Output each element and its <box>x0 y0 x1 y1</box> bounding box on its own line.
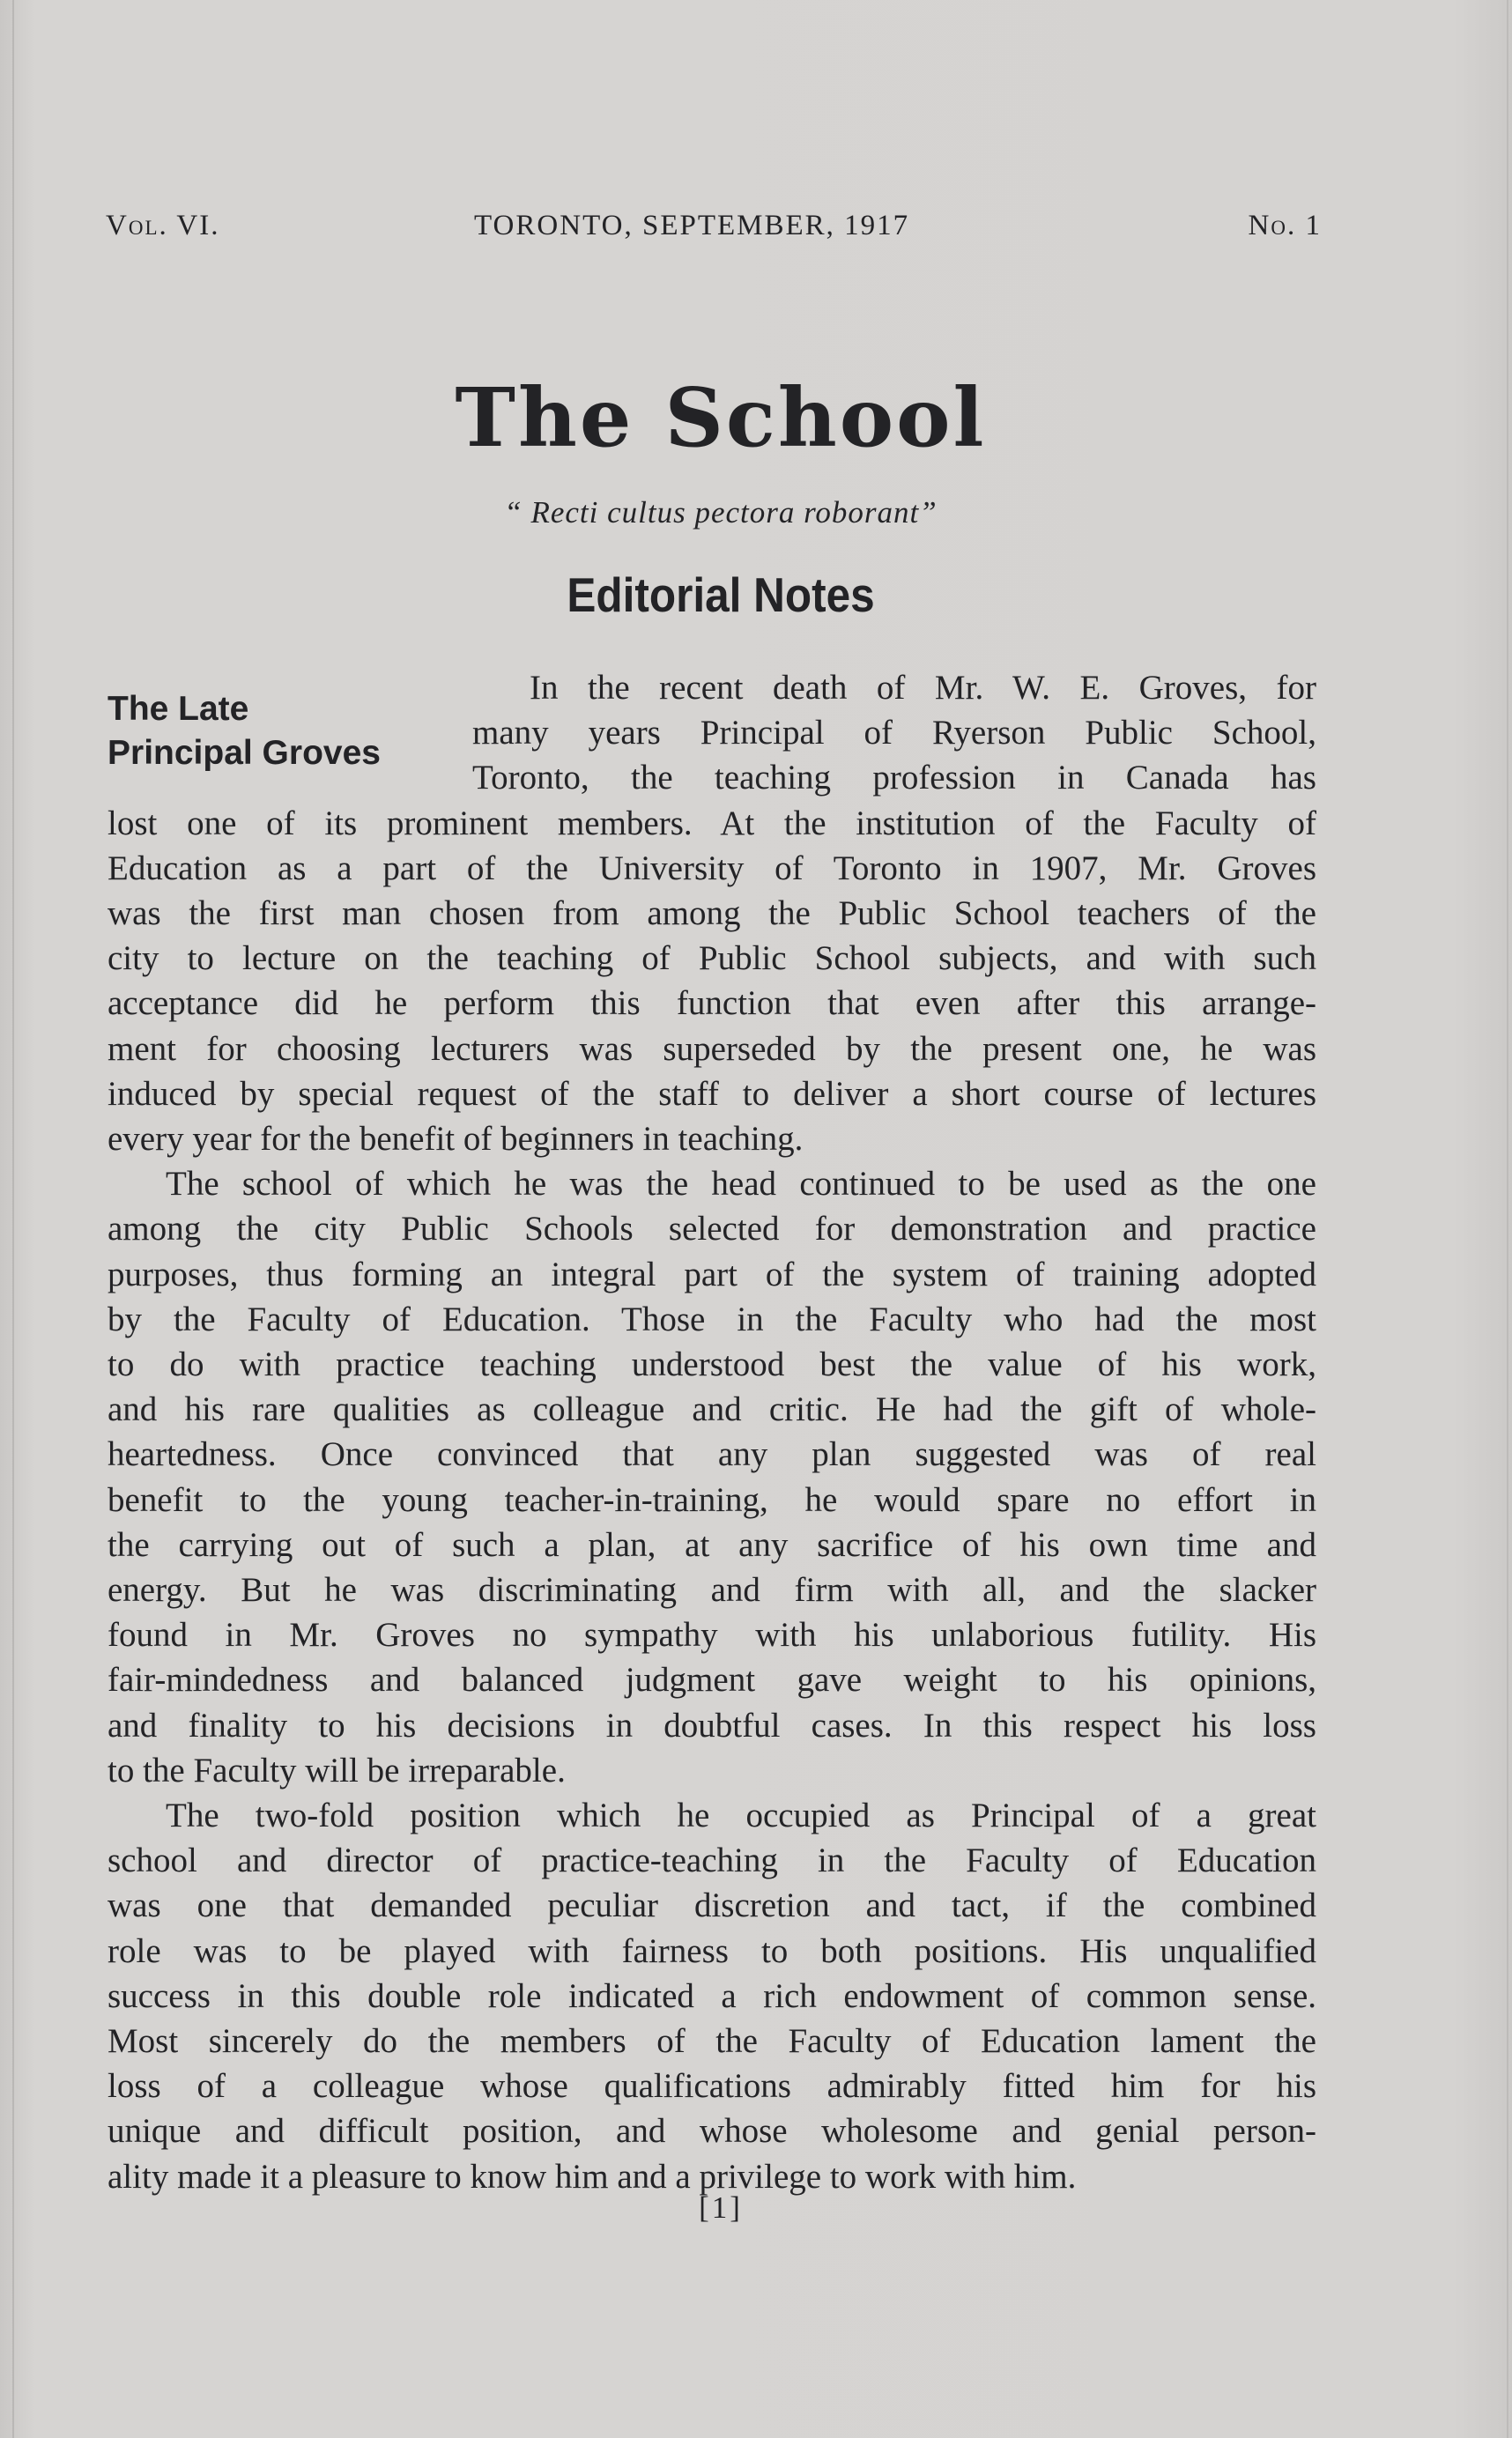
article-sidehead <box>107 687 442 775</box>
body-line: city to lecture on the teaching of Public School subjects, and with such <box>107 939 1316 977</box>
body-line: The two-fold position which he occupied as Principal of a great <box>166 1797 1316 1834</box>
body-line: acceptance did he perform this function that even after this arrange- <box>107 984 1316 1022</box>
section-title: Editorial Notes <box>567 567 875 622</box>
body-line: Toronto, the teaching profession in Canada has <box>472 759 1316 797</box>
volume-number: Vol. VI. <box>106 210 220 241</box>
body-line: found in Mr. Groves no sympathy with his unlaborious futility. His <box>107 1616 1316 1654</box>
body-line: the carrying out of such a plan, at any sacrifice of his own time and <box>107 1526 1316 1564</box>
body-line: among the city Public Schools selected for demonstration and practice <box>107 1210 1316 1248</box>
body-line: and finality to his decisions in doubtful cases. In this respect his loss <box>107 1707 1316 1745</box>
body-line: In the recent death of Mr. W. E. Groves, for <box>530 669 1316 707</box>
body-line: and his rare qualities as colleague and critic. He had the gift of whole- <box>107 1390 1316 1428</box>
body-line: The school of which he was the head continued to be used as the one <box>166 1165 1316 1203</box>
masthead-motto: “ Recti cultus pectora roborant” <box>504 495 938 530</box>
body-line: ality made it a pleasure to know him and a privilege to work with him. <box>107 2158 1077 2196</box>
body-line: role was to be played with fairness to both positions. His unqualified <box>107 1932 1316 1970</box>
page-edge <box>1507 0 1508 2438</box>
body-line: ment for choosing lecturers was superseded by the present one, he was <box>107 1030 1316 1068</box>
sidehead-line-1: The Late <box>107 690 249 728</box>
running-header <box>106 210 1322 254</box>
dateline: TORONTO, SEPTEMBER, 1917 <box>474 210 910 241</box>
body-line: to do with practice teaching understood best the value of his work, <box>107 1345 1316 1383</box>
body-line: induced by special request of the staff to deliver a short course of lectures <box>107 1075 1316 1113</box>
body-line: energy. But he was discriminating and firm with all, and the slacker <box>107 1571 1316 1609</box>
body-line: lost one of its prominent members. At the institution of the Faculty of <box>107 804 1316 842</box>
body-line: Most sincerely do the members of the Faculty of Education lament the <box>107 2022 1316 2060</box>
body-line: many years Principal of Ryerson Public School, <box>472 714 1316 752</box>
masthead-title: The School <box>455 370 987 465</box>
issue-number: No. 1 <box>1248 210 1322 241</box>
body-line: success in this double role indicated a rich endowment of common sense. <box>107 1977 1316 2015</box>
body-line: school and director of practice-teaching in the Faculty of Education <box>107 1841 1316 1879</box>
body-line: unique and difficult position, and whose wholesome and genial person- <box>107 2112 1316 2150</box>
body-line: fair-mindedness and balanced judgment gave weight to his opinions, <box>107 1661 1316 1699</box>
body-line: loss of a colleague whose qualifications admirably fitted him for his <box>107 2067 1316 2105</box>
body-line: every year for the benefit of beginners in teaching. <box>107 1120 804 1158</box>
body-line: purposes, thus forming an integral part of the system of training adopted <box>107 1256 1316 1293</box>
body-line: Education as a part of the University of Toronto in 1907, Mr. Groves <box>107 849 1316 887</box>
body-line: was the first man chosen from among the Public School teachers of the <box>107 894 1316 932</box>
page-number: [1] <box>699 2190 743 2225</box>
body-line: heartedness. Once convinced that any plan suggested was of real <box>107 1435 1316 1473</box>
sidehead-line-2: Principal Groves <box>107 734 381 772</box>
body-line: benefit to the young teacher-in-training, he would spare no effort in <box>107 1481 1316 1519</box>
binding-edge <box>12 0 14 2438</box>
body-line: by the Faculty of Education. Those in the Faculty who had the most <box>107 1301 1316 1338</box>
body-line: was one that demanded peculiar discretion and tact, if the combined <box>107 1886 1316 1924</box>
body-line: to the Faculty will be irreparable. <box>107 1752 566 1790</box>
